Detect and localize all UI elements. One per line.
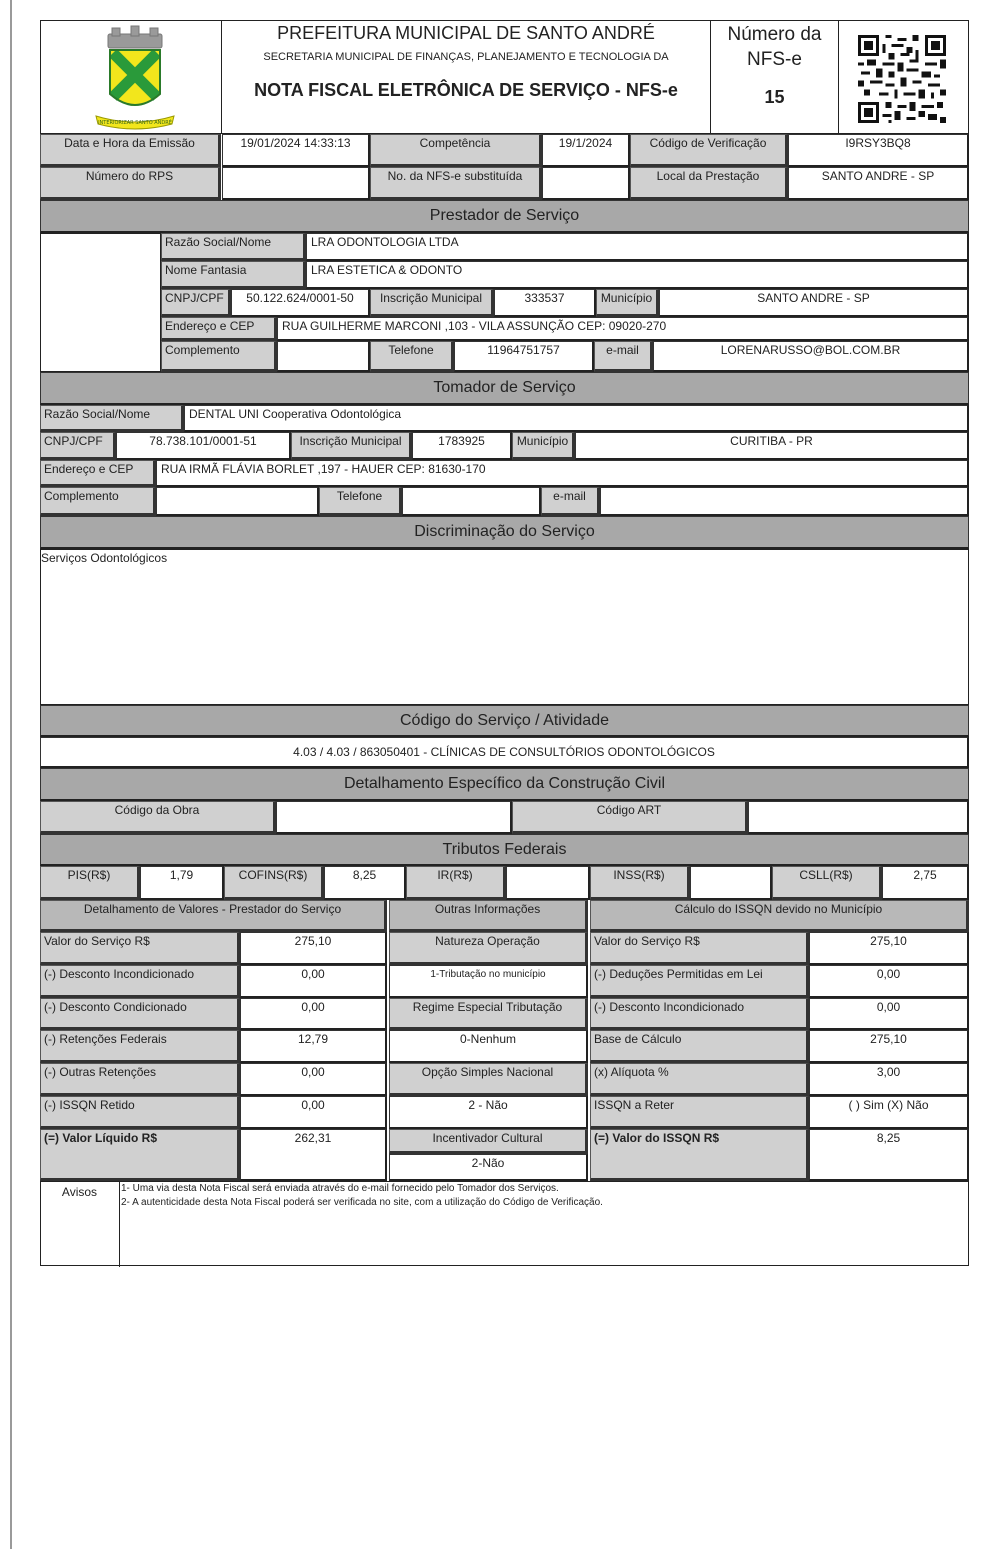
inss-label: INSS(R$) [590, 866, 690, 900]
provider-email-label: e-mail [594, 341, 653, 372]
crest-motto: INTERIORIZAR SANTO ANDRÉ [98, 120, 172, 126]
taker-name-label: Razão Social/Nome [40, 405, 184, 432]
notice-line-1: 1- Uma via desta Nota Fiscal será enviada através do e-mail fornecido pelo Tomador dos Serviços. [121, 1183, 559, 1194]
left-row-label: Valor do Serviço R$ [40, 932, 240, 965]
taker-address-value: RUA IRMÃ FLÁVIA BORLET ,197 - HAUER CEP: 81630-170 [156, 460, 969, 487]
federal-taxes-section-title: Tributos Federais [40, 834, 969, 866]
mid-row-label: Regime Especial Tributação [389, 998, 588, 1030]
qr-code[interactable] [857, 35, 947, 123]
rps-number-label: Número do RPS [40, 167, 221, 200]
provider-phone-value: 11964751757 [454, 341, 594, 372]
taker-phone-label: Telefone [319, 487, 402, 516]
emission-datetime-value: 19/01/2024 14:33:13 [222, 134, 370, 167]
taker-complement-value [156, 487, 319, 516]
inss-value [690, 866, 772, 900]
mid-row-value: 2-Não [389, 1154, 588, 1181]
pis-value: 1,79 [140, 866, 224, 900]
nfse-number-label-2: NFS-e [747, 49, 802, 70]
right-row-label: ISSQN a Reter [590, 1096, 809, 1129]
provider-im-value: 333537 [494, 289, 596, 317]
left-row-value: 275,10 [240, 932, 387, 965]
provider-email-value: LORENARUSSO@BOL.COM.BR [653, 341, 969, 372]
left-row-value: 12,79 [240, 1030, 387, 1063]
provider-section-title: Prestador de Serviço [40, 200, 969, 233]
verification-code-value: I9RSY3BQ8 [788, 134, 969, 167]
right-row-value: 3,00 [809, 1063, 969, 1096]
provider-fantasy-label: Nome Fantasia [161, 261, 306, 289]
description-text: Serviços Odontológicos [41, 551, 168, 565]
right-row-value: 0,00 [809, 998, 969, 1030]
competence-value: 19/1/2024 [542, 134, 630, 167]
left-row-label: (-) Desconto Condicionado [40, 998, 240, 1030]
nfse-number-value: 15 [764, 87, 785, 107]
rps-number-value [222, 167, 370, 200]
provider-complement-label: Complemento [161, 341, 277, 372]
service-code-section-title: Código do Serviço / Atividade [40, 705, 969, 737]
mid-row-value: 2 - Não [389, 1096, 588, 1129]
mid-row-label: Natureza Operação [389, 932, 588, 965]
construction-section-title: Detalhamento Específico da Construção Civil [40, 768, 969, 801]
work-code-label: Código da Obra [40, 801, 276, 834]
provider-cnpj-value: 50.122.624/0001-50 [231, 289, 370, 317]
provider-fantasy-value: LRA ESTETICA & ODONTO [306, 261, 969, 289]
notices-divider [119, 1181, 120, 1267]
provider-name-value: LRA ODONTOLOGIA LTDA [306, 233, 969, 261]
taker-section-title: Tomador de Serviço [40, 372, 969, 405]
cofins-label: COFINS(R$) [224, 866, 324, 900]
values-other-info-title: Outras Informações [389, 900, 588, 932]
mid-row-label: Incentivador Cultural [389, 1129, 588, 1154]
work-code-value [276, 801, 512, 834]
header-divider-3 [838, 20, 839, 134]
taker-cnpj-label: CNPJ/CPF [40, 432, 116, 460]
left-row-value: 0,00 [240, 1096, 387, 1129]
taker-cnpj-value: 78.738.101/0001-51 [116, 432, 291, 460]
right-row-label: (x) Alíquota % [590, 1063, 809, 1096]
provider-address-label: Endereço e CEP [161, 317, 277, 341]
provider-complement-value [277, 341, 370, 372]
service-place-value: SANTO ANDRE - SP [788, 167, 969, 200]
emission-datetime-label: Data e Hora da Emissão [40, 134, 221, 167]
right-row-label: (-) Deduções Permitidas em Lei [590, 965, 809, 998]
issqn-value-value: 8,25 [809, 1129, 969, 1181]
city-hall-title: PREFEITURA MUNICIPAL DE SANTO ANDRÉ [277, 23, 655, 43]
provider-logo-area [40, 233, 161, 372]
substituted-nfse-value [542, 167, 630, 200]
net-value-label: (=) Valor Líquido R$ [40, 1129, 240, 1181]
right-row-label: Base de Cálculo [590, 1030, 809, 1063]
description-section-title: Discriminação do Serviço [40, 516, 969, 549]
right-row-value: 275,10 [809, 932, 969, 965]
right-row-value: 275,10 [809, 1030, 969, 1063]
taker-im-value: 1783925 [412, 432, 512, 460]
provider-im-label: Inscrição Municipal [370, 289, 494, 317]
document-title: NOTA FISCAL ELETRÔNICA DE SERVIÇO - NFS-e [254, 80, 678, 100]
csll-label: CSLL(R$) [772, 866, 882, 900]
department-name: SECRETARIA MUNICIPAL DE FINANÇAS, PLANEJAMENTO E TECNOLOGIA DA [263, 51, 669, 63]
right-row-label: Valor do Serviço R$ [590, 932, 809, 965]
notices-label: Avisos [61, 1185, 98, 1199]
taker-city-label: Município [512, 432, 575, 460]
provider-cnpj-label: CNPJ/CPF [161, 289, 231, 317]
taker-im-label: Inscrição Municipal [291, 432, 412, 460]
city-crest-logo [90, 24, 180, 130]
notice-line-2: 2- A autenticidade desta Nota Fiscal poderá ser verificada no site, com a utilização do Código de Verificação. [121, 1197, 603, 1208]
left-row-label: (-) Desconto Incondicionado [40, 965, 240, 998]
values-issqn-title: Cálculo do ISSQN devido no Município [590, 900, 969, 932]
left-row-value: 0,00 [240, 998, 387, 1030]
taker-city-value: CURITIBA - PR [575, 432, 969, 460]
verification-code-label: Código de Verificação [630, 134, 788, 167]
provider-city-label: Município [596, 289, 659, 317]
right-row-value: ( ) Sim (X) Não [809, 1096, 969, 1129]
csll-value: 2,75 [882, 866, 969, 900]
provider-name-label: Razão Social/Nome [161, 233, 306, 261]
page-edge [10, 0, 12, 1549]
left-row-label: (-) Outras Retenções [40, 1063, 240, 1096]
substituted-nfse-label: No. da NFS-e substituída [370, 167, 542, 200]
art-code-value [748, 801, 969, 834]
left-row-label: (-) ISSQN Retido [40, 1096, 240, 1129]
taker-address-label: Endereço e CEP [40, 460, 156, 487]
pis-label: PIS(R$) [40, 866, 140, 900]
service-place-label: Local da Prestação [630, 167, 788, 200]
cofins-value: 8,25 [324, 866, 406, 900]
competence-label: Competência [370, 134, 542, 167]
right-row-value: 0,00 [809, 965, 969, 998]
taker-complement-label: Complemento [40, 487, 156, 516]
left-row-value: 0,00 [240, 965, 387, 998]
taker-phone-value [402, 487, 541, 516]
provider-city-value: SANTO ANDRE - SP [659, 289, 969, 317]
values-provider-title: Detalhamento de Valores - Prestador do Serviço [40, 900, 387, 932]
mid-row-value: 1-Tributação no município [389, 965, 588, 998]
ir-value [506, 866, 590, 900]
mid-row-label: Opção Simples Nacional [389, 1063, 588, 1096]
taker-email-value [600, 487, 969, 516]
right-row-label: (-) Desconto Incondicionado [590, 998, 809, 1030]
nfse-number-label-1: Número da [727, 24, 822, 45]
provider-phone-label: Telefone [370, 341, 454, 372]
taker-name-value: DENTAL UNI Cooperativa Odontológica [184, 405, 969, 432]
net-value-value: 262,31 [240, 1129, 387, 1181]
taker-email-label: e-mail [541, 487, 600, 516]
description-box [40, 549, 969, 705]
art-code-label: Código ART [512, 801, 748, 834]
provider-address-value: RUA GUILHERME MARCONI ,103 - VILA ASSUNÇÃO CEP: 09020-270 [277, 317, 969, 341]
left-row-value: 0,00 [240, 1063, 387, 1096]
service-code-value: 4.03 / 4.03 / 863050401 - CLÍNICAS DE CONSULTÓRIOS ODONTOLÓGICOS [40, 737, 969, 768]
ir-label: IR(R$) [406, 866, 506, 900]
issqn-value-label: (=) Valor do ISSQN R$ [590, 1129, 809, 1181]
left-row-label: (-) Retenções Federais [40, 1030, 240, 1063]
mid-row-value: 0-Nenhum [389, 1030, 588, 1063]
